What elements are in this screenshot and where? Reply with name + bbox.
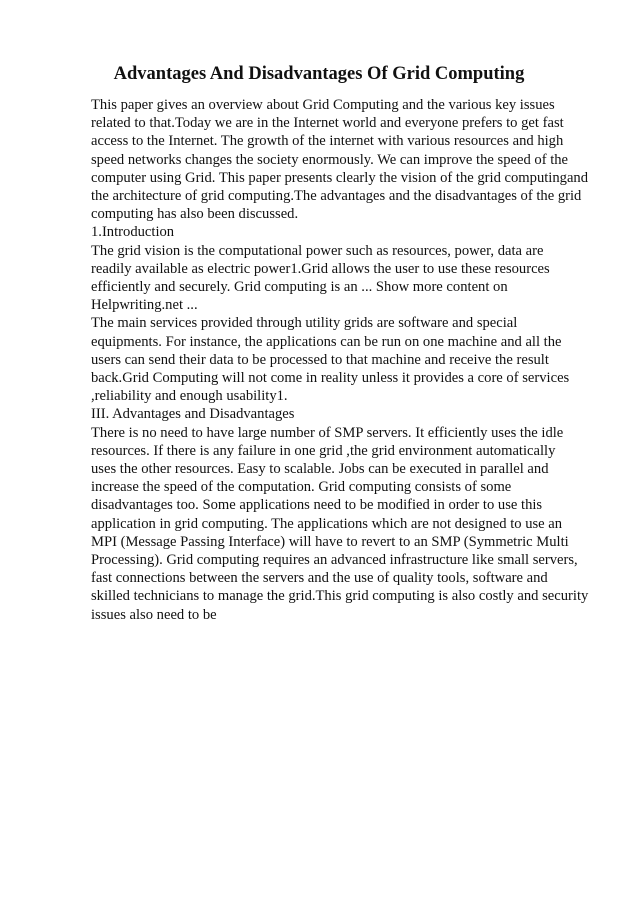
body-line: MPI (Message Passing Interface) will have to revert to an SMP (Symmetric Multi [91, 533, 569, 550]
body-line: Processing). Grid computing requires an advanced infrastructure like small servers, [91, 552, 578, 569]
body-line: Helpwriting.net ... [91, 297, 198, 314]
body-line: access to the Internet. The growth of the internet with various resources and high [91, 133, 564, 150]
document-body [91, 96, 621, 624]
section-heading-advantages: III. Advantages and Disadvantages [91, 406, 295, 423]
body-line: issues also need to be [91, 606, 217, 623]
body-line: increase the speed of the computation. Grid computing consists of some [91, 479, 512, 496]
body-line: resources. If there is any failure in one grid ,the grid environment automatically [91, 442, 556, 459]
body-line: ,reliability and enough usability1. [91, 388, 288, 405]
body-line: equipments. For instance, the applications can be run on one machine and all the [91, 333, 562, 350]
body-line: back.Grid Computing will not come in reality unless it provides a core of services [91, 370, 570, 387]
body-line: the architecture of grid computing.The advantages and the disadvantages of the grid [91, 188, 582, 205]
body-line: efficiently and securely. Grid computing is an ... Show more content on [91, 279, 508, 296]
body-line: disadvantages too. Some applications need to be modified in order to use this [91, 497, 543, 514]
body-line: fast connections between the servers and the use of quality tools, software and [91, 570, 548, 587]
document-title: Advantages And Disadvantages Of Grid Computing [113, 64, 525, 84]
body-line: application in grid computing. The applications which are not designed to use an [91, 515, 563, 532]
body-line: The main services provided through utility grids are software and special [91, 315, 518, 332]
body-line: uses the other resources. Easy to scalable. Jobs can be executed in parallel and [91, 461, 549, 478]
section-heading-introduction: 1.Introduction [91, 224, 175, 241]
body-line: The grid vision is the computational power such as resources, power, data are [91, 242, 544, 259]
body-line: speed networks changes the society enormously. We can improve the speed of the [91, 151, 569, 168]
body-line: readily available as electric power1.Grid allows the user to use these resources [91, 260, 550, 277]
body-line: computing has also been discussed. [91, 206, 299, 223]
body-line: related to that.Today we are in the Internet world and everyone prefers to get fast [91, 115, 564, 132]
body-line: This paper gives an overview about Grid Computing and the various key issues [91, 97, 555, 113]
body-line: There is no need to have large number of SMP servers. It efficiently uses the idle [91, 424, 564, 441]
body-line: users can send their data to be processed to that machine and receive the result [91, 351, 549, 368]
body-line: skilled technicians to manage the grid.This grid computing is also costly and security [91, 588, 589, 605]
body-line: computer using Grid. This paper presents clearly the vision of the grid computingand [91, 169, 589, 186]
